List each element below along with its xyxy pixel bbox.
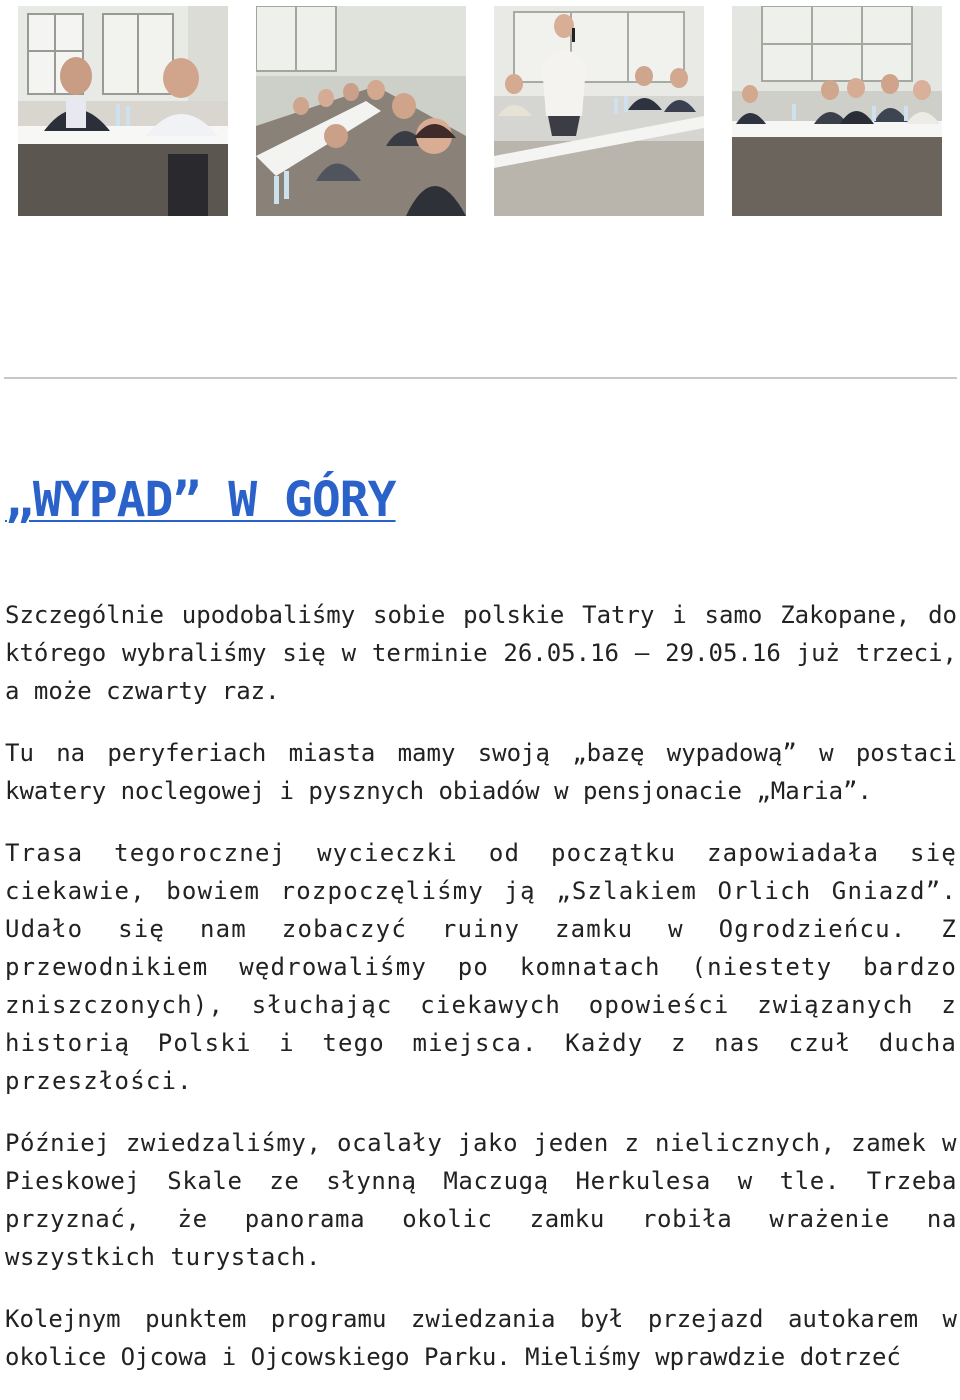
photo-speaker-woman: [494, 6, 704, 216]
post-title: [5, 470, 396, 530]
photo-gallery: [18, 6, 942, 216]
paragraph-1: Szczególnie upodobaliśmy sobie polskie Tatry i samo Zakopane, do którego wybraliśmy się w terminie 26.05.16 – 29.05.16 już trzeci, a może czwarty raz.: [5, 601, 957, 705]
paragraph-3: Trasa tegorocznej wycieczki od początku zapowiadała się ciekawie, bowiem rozpoczęliśmy ją „Szlakiem Orlich Gniazd”. Udało się nam zobaczyć ruiny zamku w Ogrodzieńcu. Z przewodnikiem wędrowaliśmy po komnatach (niestety bardzo zniszczonych), słuchając ciekawych opowieści związanych z historią Polski i tego miejsca. Każdy z nas czuł ducha przeszłości.: [5, 839, 957, 1095]
section-divider: [4, 377, 957, 379]
photo-meeting-two-men: [18, 6, 228, 216]
paragraph-5: Kolejnym punktem programu zwiedzania był przejazd autokarem w okolice Ojcowa i Ojcowskiego Parku. Mieliśmy wprawdzie dotrzeć: [5, 1305, 957, 1371]
paragraph-2: Tu na peryferiach miasta mamy swoją „bazę wypadową” w postaci kwatery noclegowej i pysznych obiadów w pensjonacie „Maria”.: [5, 739, 957, 805]
gallery-photo-3[interactable]: [494, 6, 704, 216]
gallery-photo-4[interactable]: [732, 6, 942, 216]
gallery-photo-1[interactable]: [18, 6, 228, 216]
paragraph-4: Później zwiedzaliśmy, ocalały jako jeden z nielicznych, zamek w Pieskowej Skale ze słynną Maczugą Herkulesa w tle. Trzeba przyznać, że panorama okolic zamku robiła wrażenie na wszystkich turystach.: [5, 1129, 957, 1271]
post-title-link[interactable]: „WYPAD” W GÓRY: [5, 472, 396, 528]
gallery-photo-2[interactable]: [256, 6, 466, 216]
photo-meeting-panel: [732, 6, 942, 216]
post-content: [5, 596, 957, 1400]
photo-meeting-table-row: [256, 6, 466, 216]
